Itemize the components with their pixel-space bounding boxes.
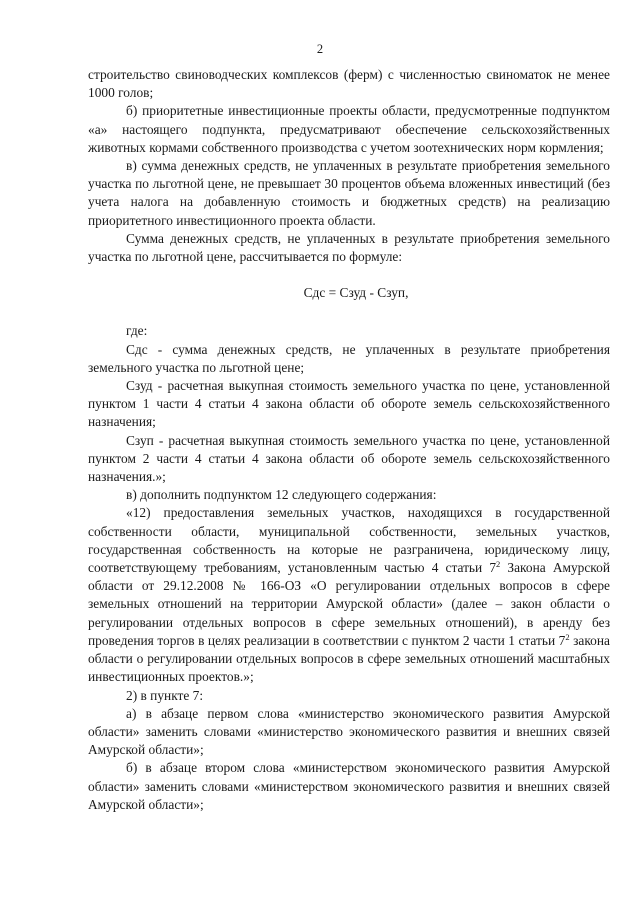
superscript-a: 2 — [496, 559, 501, 570]
paragraph-sds-definition: Сдс - сумма денежных средств, не уплаченных в результате приобретения земельного участка по льготной цене; — [88, 341, 610, 375]
paragraph-b-priority-projects: б) приоритетные инвестиционные проекты области, предусмотренные подпунктом «а» настоящего подпункта, предусматривают обеспечение сельскохозяйственных животных кормами собственного производства с учетом зоотехнических норм кормления; — [88, 103, 610, 155]
paragraph-subpoint-12 — [88, 504, 610, 686]
subpoint-12-text-a: «12) предоставления земельных участков, находящихся в государственной собственности области, муниципальной собственности, земельных участков, государственная собственность на которые не разграничена, юридическому лицу, соответствующему требованиям, установленным частью 4 статьи 7 — [88, 505, 610, 576]
paragraph-a-first-abzats: а) в абзаце первом слова «министерство экономического развития Амурской области» заменить словами «министерство экономического развития и внешних связей Амурской области»; — [88, 705, 610, 758]
subpoint-12-text-b: Закона Амурской области от 29.12.2008 № 166-ОЗ «О регулировании отдельных вопросов в сфере земельных отношений на территории Амурской области» (далее – закон области о регулировании отдельных вопросов в сфере земельных отношений), в аренду без проведения торгов в целях реализации в соответствии с пунктом 2 части 1 статьи 7 — [88, 560, 610, 648]
paragraph-where: где: — [126, 323, 148, 339]
document-body — [88, 66, 610, 814]
paragraph-point-7: 2) в пункте 7: — [126, 687, 204, 703]
paragraph-szud-definition: Сзуд - расчетная выкупная стоимость земельного участка по цене, установленной пунктом 1 части 4 статьи 4 закона области об обороте земель сельскохозяйственного назначения; — [88, 378, 610, 430]
paragraph-formula-intro: Сумма денежных средств, не уплаченных в результате приобретения земельного участка по льготной цене, рассчитывается по формуле: — [88, 230, 610, 265]
paragraph-b-second-abzats: б) в абзаце втором слова «министерством экономического развития Амурской области» заменить словами «министерством экономического развития и внешних связей Амурской области»; — [88, 760, 610, 812]
formula: Сдс = Сзуд - Сзуп, — [303, 285, 409, 301]
page-number: 2 — [316, 42, 324, 56]
paragraph-szup-definition: Сзуп - расчетная выкупная стоимость земельного участка по цене, установленной пунктом 2 части 4 статьи 4 закона области об обороте земель сельскохозяйственного назначения.»; — [88, 432, 610, 485]
paragraph-continuation: строительство свиноводческих комплексов (ферм) с численностью свиноматок не менее 1000 голов; — [88, 67, 610, 101]
paragraph-v-add-subpoint: в) дополнить подпунктом 12 следующего содержания: — [126, 487, 437, 503]
superscript-b: 2 — [565, 631, 570, 642]
subpoint-12-text-c: закона области о регулировании отдельных вопросов в сфере земельных отношений масштабных инвестиционных проектов.»; — [88, 632, 610, 685]
paragraph-v-amount: в) сумма денежных средств, не уплаченных в результате приобретения земельного участка по льготной цене, не превышает 30 процентов объема вложенных инвестиций (без учета налога на добавленную стоимость и бюджетных средств) на реализацию приоритетного инвестиционного проекта области. — [88, 158, 610, 228]
